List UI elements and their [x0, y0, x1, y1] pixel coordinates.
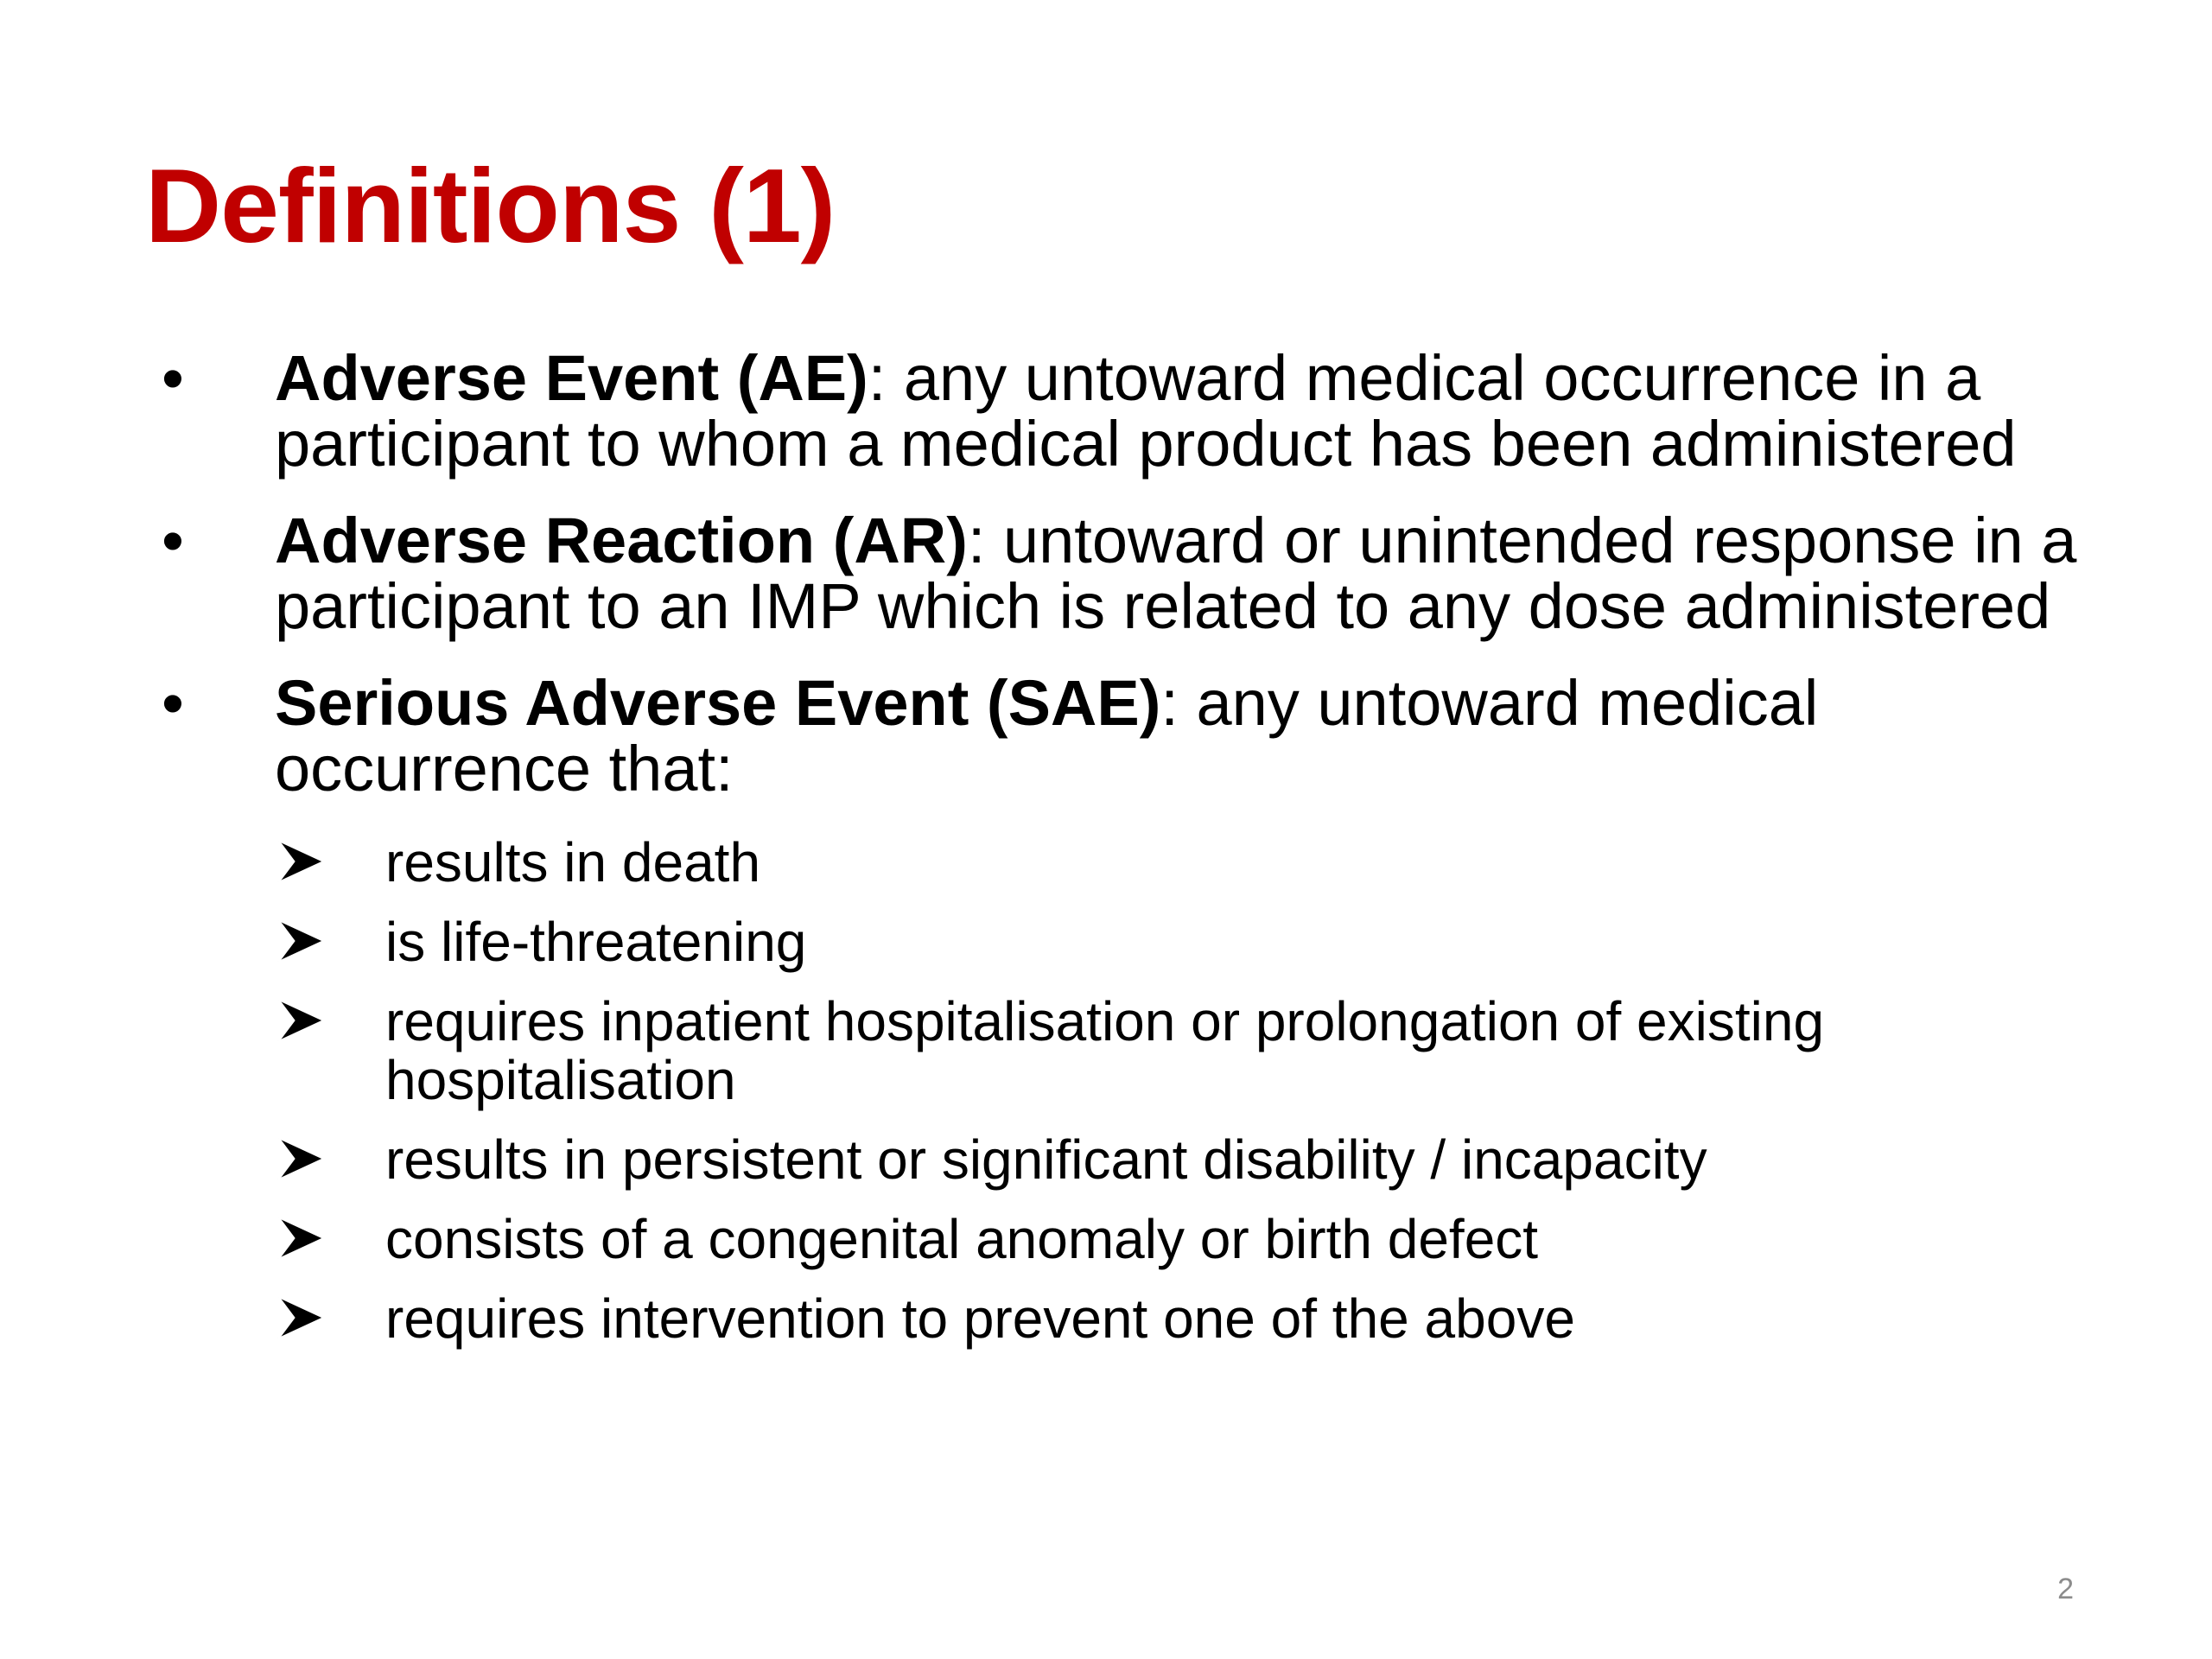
sae-criterion-text: is life-threatening	[385, 911, 807, 973]
arrowhead-bullet-icon	[275, 1293, 325, 1343]
arrowhead-bullet-icon	[275, 916, 325, 966]
sae-criteria-list	[0, 833, 2212, 1348]
arrowhead-bullet-icon	[275, 995, 325, 1046]
sae-criterion-text: results in death	[385, 831, 761, 893]
definition-term: Adverse Reaction (AR)	[275, 505, 968, 576]
bullet-dot: •	[162, 667, 184, 739]
sae-criterion-text: consists of a congenital anomaly or birth defect	[385, 1208, 1539, 1270]
slide-title: Definitions (1)	[145, 147, 836, 264]
sae-criterion	[385, 912, 2113, 971]
definition-term: Serious Adverse Event (SAE)	[275, 667, 1161, 739]
sae-criterion	[385, 992, 2113, 1109]
definitions-list	[0, 342, 2212, 1369]
definition-term: Adverse Event (AE)	[275, 342, 868, 414]
sae-criterion-text: requires intervention to prevent one of the above	[385, 1287, 1575, 1350]
page-number: 2	[2057, 1573, 2074, 1605]
sae-criterion	[385, 1210, 2113, 1268]
sae-criterion-text: results in persistent or significant disability / incapacity	[385, 1128, 1707, 1191]
arrowhead-bullet-icon	[275, 836, 325, 887]
sae-criterion	[385, 1130, 2113, 1189]
sae-criterion	[385, 1289, 2113, 1348]
sae-criterion-text: requires inpatient hospitalisation or prolongation of existing hospitalisation	[385, 990, 1825, 1111]
definition-text: : untoward or unintended response in a participant to an IMP which is related to any dose administered	[275, 505, 2077, 642]
arrowhead-bullet-icon	[275, 1134, 325, 1184]
bullet-dot: •	[162, 342, 184, 414]
definition-text: : any untoward medical occurrence in a participant to whom a medical product has been administered	[275, 342, 2017, 480]
definition-item-ae	[162, 342, 2141, 480]
definition-item-ar	[162, 505, 2141, 642]
definition-item-sae	[162, 667, 2141, 804]
definition-text: : any untoward medical occurrence that:	[275, 667, 1819, 804]
sae-criterion	[385, 833, 2113, 892]
arrowhead-bullet-icon	[275, 1213, 325, 1263]
bullet-dot: •	[162, 505, 184, 576]
